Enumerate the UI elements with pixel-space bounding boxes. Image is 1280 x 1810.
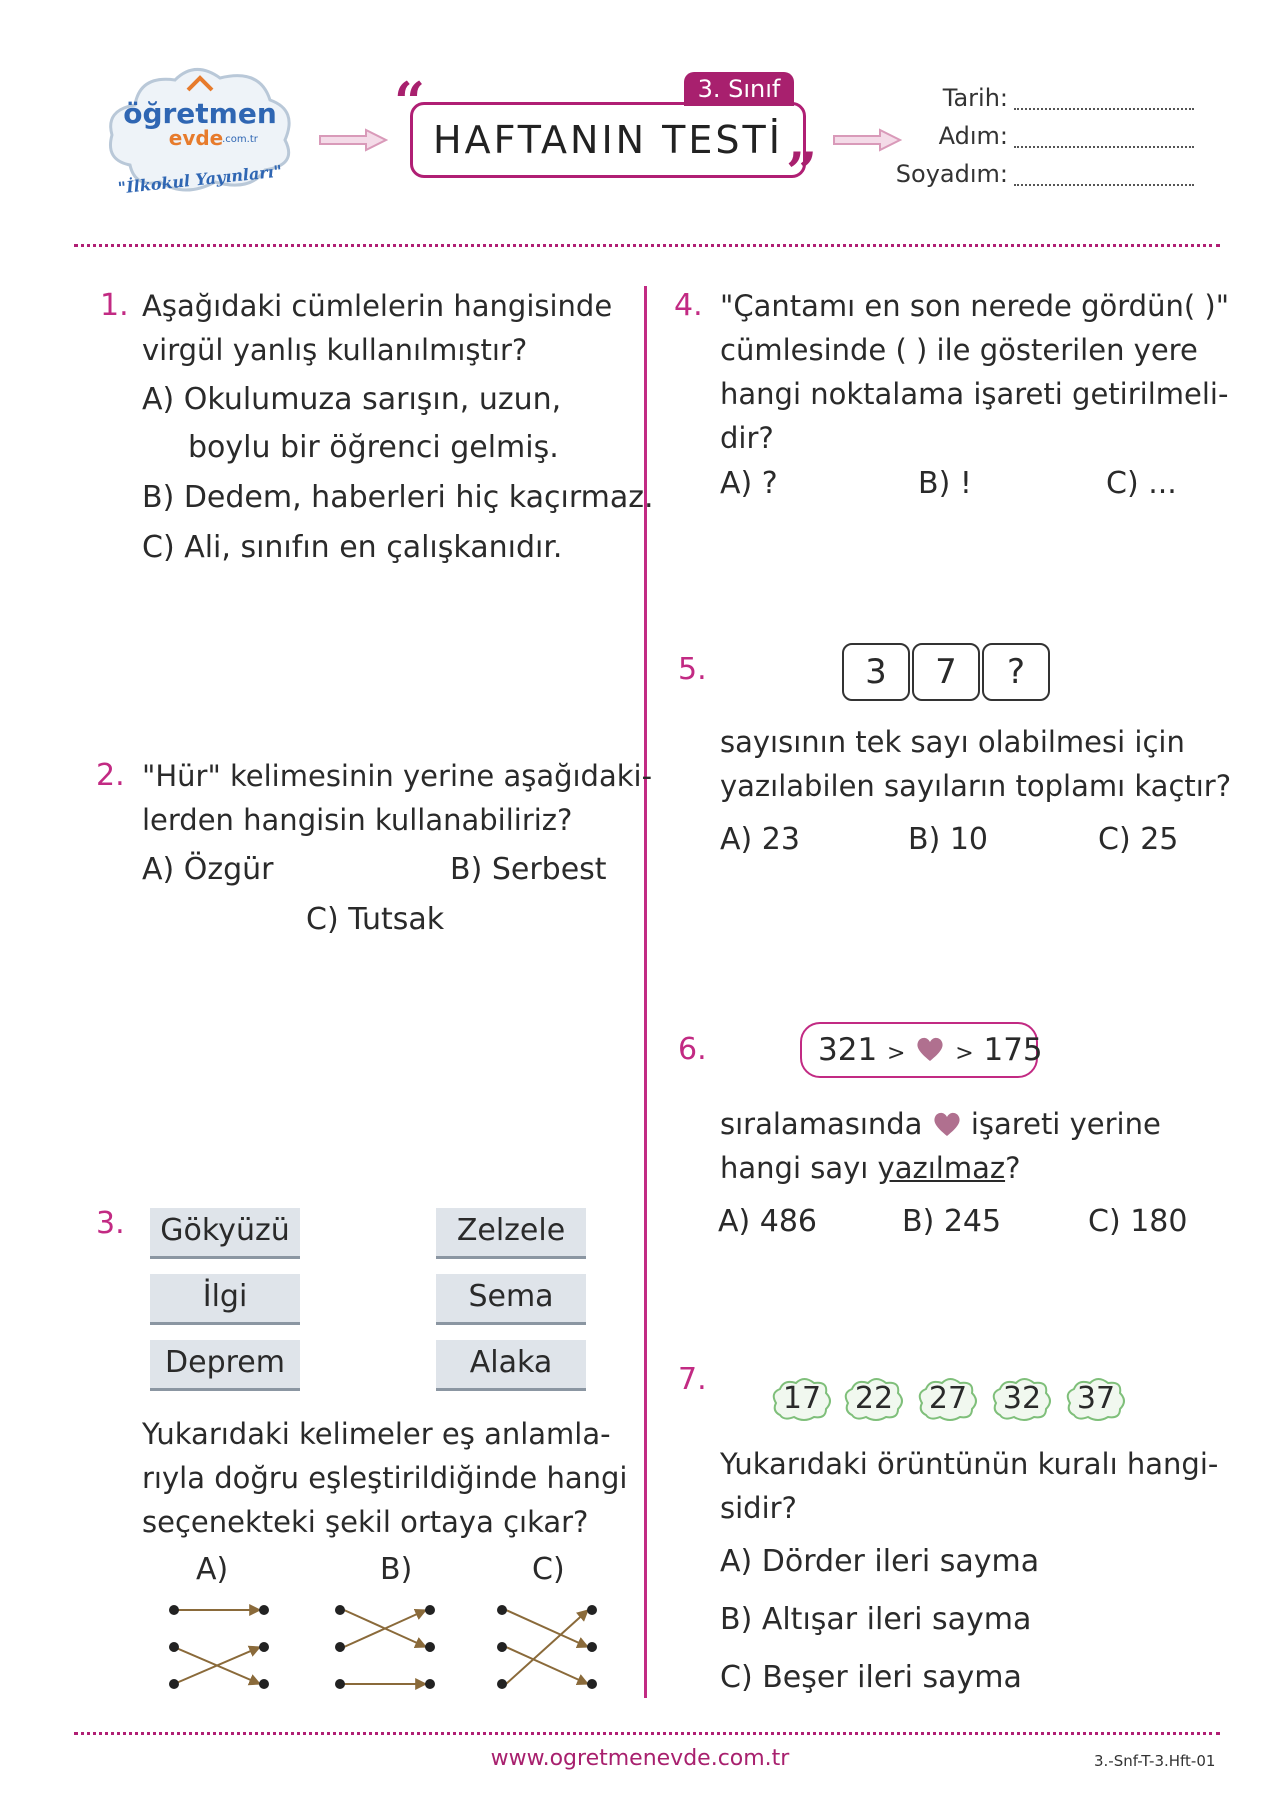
q4-option-c[interactable]: C) ... — [1106, 466, 1177, 501]
sequence-cloud: 27 — [916, 1375, 980, 1423]
document-code: 3.-Snf-T-3.Hft-01 — [1094, 1752, 1216, 1770]
question-number: 7. — [678, 1362, 707, 1397]
question-number: 5. — [678, 652, 707, 687]
diagram-b — [344, 1610, 426, 1684]
diagram-c — [506, 1610, 588, 1684]
q5-option-a[interactable]: A) 23 — [720, 822, 800, 857]
q5-option-c[interactable]: C) 25 — [1098, 822, 1179, 857]
question-7-text: Yukarıdaki örüntünün kuralı hangi- sidir? — [720, 1447, 1219, 1525]
word-box-right: Sema — [436, 1274, 586, 1325]
emphasis-underline: yazılmaz — [877, 1151, 1006, 1185]
svg-text:"İlkokul Yayınları": "İlkokul Yayınları" — [116, 161, 283, 198]
question-3-text: Yukarıdaki kelimeler eş anlamla- rıyla doğru eşleştirildiğinde hangi seçenekteki şekil ortaya çıkar? — [142, 1417, 628, 1539]
grade-badge: 3. Sınıf — [684, 72, 794, 106]
heart-icon — [915, 1035, 945, 1063]
surname-label: Soyadım: — [895, 160, 1008, 188]
matching-diagrams — [160, 1596, 610, 1706]
question-number: 1. — [100, 288, 129, 323]
q7-option-a[interactable]: A) Dörder ileri sayma — [720, 1544, 1040, 1579]
q4-option-a[interactable]: A) ? — [720, 466, 778, 501]
open-quote-icon: “ — [394, 70, 426, 134]
arrow-right-icon — [318, 128, 388, 152]
question-2-text: "Hür" kelimesinin yerine aşağıdaki- lerden hangisin kullanabiliriz? — [142, 759, 653, 837]
word-box-right: Zelzele — [436, 1208, 586, 1259]
question-number: 2. — [96, 758, 125, 793]
sequence-cloud: 37 — [1064, 1375, 1128, 1423]
question-number: 4. — [674, 288, 703, 323]
q6-option-b[interactable]: B) 245 — [902, 1204, 1002, 1239]
q1-option-a[interactable]: A) Okulumuza sarışın, uzun, — [142, 382, 562, 417]
page-title: HAFTANIN TESTİ — [410, 102, 806, 178]
word-box-left: İlgi — [150, 1274, 300, 1325]
name-label: Adım: — [938, 122, 1008, 150]
logo-text: öğretmen — [123, 97, 277, 130]
digit-box: 3 — [842, 643, 910, 701]
header-divider — [74, 244, 1220, 247]
q3-option-c[interactable]: C) — [532, 1552, 565, 1587]
logo — [100, 60, 300, 205]
question-5-text: sayısının tek sayı olabilmesi için yazılabilen sayıların toplamı kaçtır? — [720, 725, 1232, 803]
footer-link[interactable]: www.ogretmenevde.com.tr — [490, 1746, 790, 1771]
digit-box: 7 — [912, 643, 980, 701]
q3-option-a[interactable]: A) — [196, 1552, 229, 1587]
q2-option-a[interactable]: A) Özgür — [142, 852, 274, 887]
question-number: 3. — [96, 1206, 125, 1241]
question-4-text: "Çantamı en son nerede gördün( )" cümlesinde ( ) ile gösterilen yere hangi noktalama işareti getirilmeli- dir? — [720, 289, 1230, 455]
word-box-left: Deprem — [150, 1340, 300, 1391]
question-number: 6. — [678, 1032, 707, 1067]
inequality-expression: 321 > > 175 — [800, 1022, 1038, 1078]
close-quote-icon: ” — [786, 140, 818, 204]
word-box-left: Gökyüzü — [150, 1208, 300, 1259]
footer-divider — [74, 1732, 1220, 1735]
q4-option-b[interactable]: B) ! — [918, 466, 972, 501]
sequence-cloud: 22 — [842, 1375, 906, 1423]
word-box-right: Alaka — [436, 1340, 586, 1391]
q1-option-c[interactable]: C) Ali, sınıfın en çalışkanıdır. — [142, 530, 563, 565]
q2-option-c[interactable]: C) Tutsak — [306, 902, 445, 937]
q7-option-c[interactable]: C) Beşer ileri sayma — [720, 1660, 1022, 1695]
question-1-text: Aşağıdaki cümlelerin hangisinde virgül yanlış kullanılmıştır? — [142, 289, 613, 367]
q6-option-a[interactable]: A) 486 — [718, 1204, 818, 1239]
q1-option-a-cont: boylu bir öğrenci gelmiş. — [188, 430, 559, 465]
svg-text:evde: evde — [168, 126, 224, 150]
name-field[interactable] — [1014, 146, 1194, 148]
date-field[interactable] — [1014, 108, 1194, 110]
sequence-cloud: 32 — [990, 1375, 1054, 1423]
heart-icon — [932, 1110, 962, 1138]
date-label: Tarih: — [942, 84, 1008, 112]
q3-option-b[interactable]: B) — [380, 1552, 413, 1587]
q1-option-b[interactable]: B) Dedem, haberleri hiç kaçırmaz. — [142, 480, 654, 515]
digit-box: ? — [982, 643, 1050, 701]
q6-option-c[interactable]: C) 180 — [1088, 1204, 1188, 1239]
q2-option-b[interactable]: B) Serbest — [450, 852, 607, 887]
surname-field[interactable] — [1014, 184, 1194, 186]
sequence-cloud: 17 — [770, 1375, 834, 1423]
diagram-a — [174, 1610, 260, 1684]
q5-option-b[interactable]: B) 10 — [908, 822, 988, 857]
question-6-text: sıralamasında işareti yerine hangi sayı yazılmaz? — [720, 1107, 1161, 1185]
svg-text:.com.tr: .com.tr — [222, 134, 258, 145]
q7-option-b[interactable]: B) Altışar ileri sayma — [720, 1602, 1032, 1637]
